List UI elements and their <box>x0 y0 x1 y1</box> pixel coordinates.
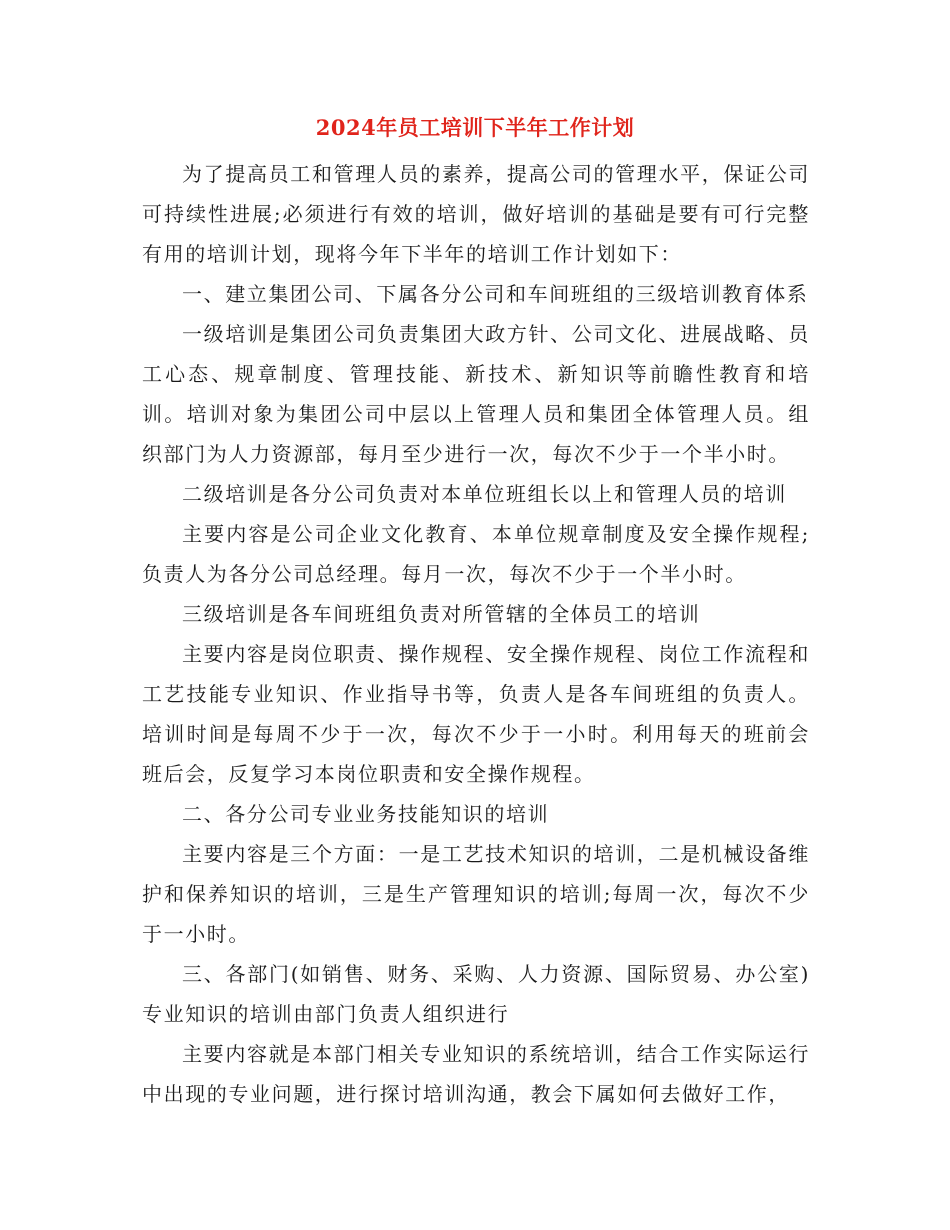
section-heading-1: 一、建立集团公司、下属各分公司和车间班组的三级培训教育体系 <box>182 282 809 306</box>
document-title: 2024年员工培训下半年工作计划 <box>315 115 635 140</box>
section-heading-2: 二、各分公司专业业务技能知识的培训 <box>182 802 550 826</box>
paragraph-level-1-training: 一级培训是集团公司负责集团大政方针、公司文化、进展战略、员工心态、规章制度、管理技能、新技术、新知识等前瞻性教育和培训。培训对象为集团公司中层以上管理人员和集团全体管理人员。组织部门为人力资源部，每月至少进行一次，每次不少于一个半小时。 <box>142 322 810 466</box>
paragraph-intro: 为了提高员工和管理人员的素养，提高公司的管理水平，保证公司可持续性进展;必须进行有效的培训，做好培训的基础是要有可行完整有用的培训计划，现将今年下半年的培训工作计划如下： <box>142 162 810 266</box>
paragraph-level-2-training: 二级培训是各分公司负责对本单位班组长以上和管理人员的培训 <box>182 482 787 506</box>
paragraph-level-2-content: 主要内容是公司企业文化教育、本单位规章制度及安全操作规程;负责人为各分公司总经理。每月一次，每次不少于一个半小时。 <box>142 522 810 586</box>
paragraph-department-content: 主要内容就是本部门相关专业知识的系统培训，结合工作实际运行中出现的专业问题，进行探讨培训沟通，教会下属如何去做好工作， <box>142 1042 810 1106</box>
paragraph-level-3-training: 三级培训是各车间班组负责对所管辖的全体员工的培训 <box>182 602 701 626</box>
paragraph-level-3-content: 主要内容是岗位职责、操作规程、安全操作规程、岗位工作流程和工艺技能专业知识、作业指导书等，负责人是各车间班组的负责人。培训时间是每周不少于一次，每次不少于一小时。利用每天的班前会班后会，反复学习本岗位职责和安全操作规程。 <box>142 642 810 786</box>
document-body <box>142 154 810 1114</box>
paragraph-skills-content: 主要内容是三个方面：一是工艺技术知识的培训，二是机械设备维护和保养知识的培训，三是生产管理知识的培训;每周一次，每次不少于一小时。 <box>142 842 810 946</box>
section-heading-3: 三、各部门(如销售、财务、采购、人力资源、国际贸易、办公室)专业知识的培训由部门负责人组织进行 <box>142 962 810 1026</box>
